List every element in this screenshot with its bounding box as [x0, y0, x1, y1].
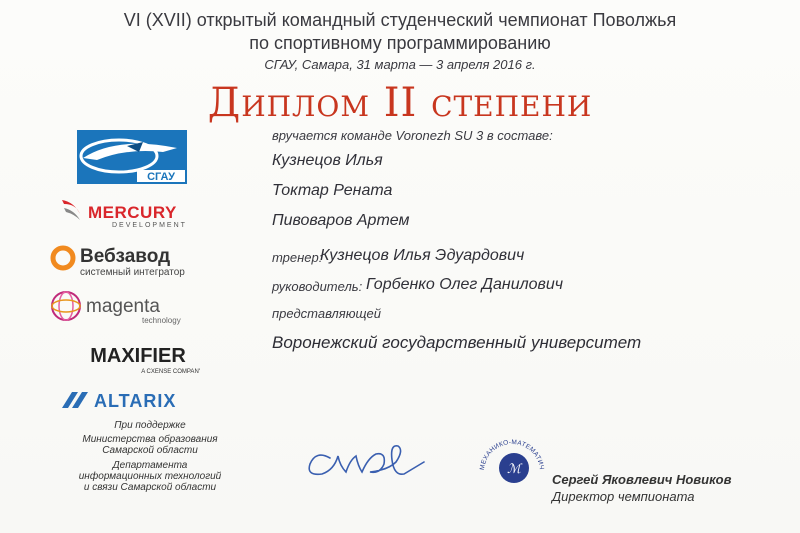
member-3: Пивоваров Артем [272, 212, 410, 229]
header-line-1: VI (XVII) открытый командный студенческий чемпионат Поволжья [123, 10, 677, 30]
coach-name: Кузнецов Илья Эдуардович [320, 247, 525, 264]
svg-text:ℳ: ℳ [507, 462, 521, 477]
head-name: Горбенко Олег Данилович [366, 276, 564, 293]
magenta-text: magenta [86, 296, 160, 317]
altarix-logo [60, 388, 200, 414]
header-line-2: по спортивному программированию [249, 33, 551, 53]
maxifier-logo [80, 340, 200, 378]
seal-text: МЕХАНИКО-МАТЕМАТИЧ [478, 438, 545, 471]
vebzavod-logo [50, 240, 220, 280]
diploma-title: Диплом II степени [207, 80, 593, 126]
representing-label: представляющей [272, 306, 381, 321]
awarded-text: вручается команде Voronezh SU 3 в составе: [272, 128, 553, 143]
signature-image [300, 432, 450, 488]
mercury-sub-text: DEVELOPMENT [112, 222, 187, 229]
support-title: При поддержке [114, 420, 186, 431]
mercury-text: MERCURY [88, 203, 177, 222]
head-label: руководитель: [272, 279, 363, 294]
support-org2-line2: информационных технологий [78, 471, 222, 482]
support-org1-line1: Министерства образования [82, 434, 218, 445]
support-org2-line3: и связи Самарской области [83, 482, 217, 493]
vebzavod-sub-text: системный интегратор [80, 267, 185, 278]
vebzavod-ring-icon [53, 248, 73, 268]
maxifier-text: MAXIFIER [90, 345, 186, 367]
faculty-seal [476, 432, 548, 504]
member-1: Кузнецов Илья [272, 152, 383, 169]
member-2: Токтар Рената [272, 182, 393, 199]
vebzavod-text: Вебзавод [80, 246, 171, 267]
magenta-logo [50, 288, 220, 328]
signatory-role: Директор чемпионата [552, 489, 695, 504]
magenta-sub-text: technology [142, 316, 181, 325]
altarix-text: ALTARIX [94, 391, 177, 411]
sgau-logo-text: СГАУ [147, 171, 175, 183]
header-line-3: СГАУ, Самара, 31 марта — 3 апреля 2016 г. [264, 57, 536, 72]
signatory-name: Сергей Яковлевич Новиков [552, 472, 732, 487]
maxifier-sub-text: A CXENSE COMPANY [141, 369, 200, 375]
altarix-mark-icon [62, 392, 88, 408]
support-block [40, 420, 260, 493]
university-name: Воронежский государственный университет [272, 333, 642, 352]
coach-label: тренер: [272, 250, 323, 265]
sgau-logo [77, 130, 187, 184]
magenta-globe-icon [52, 292, 80, 320]
mercury-logo [58, 194, 218, 230]
support-org1-line2: Самарской области [102, 445, 198, 456]
support-org2-line1: Департамента [112, 460, 188, 471]
